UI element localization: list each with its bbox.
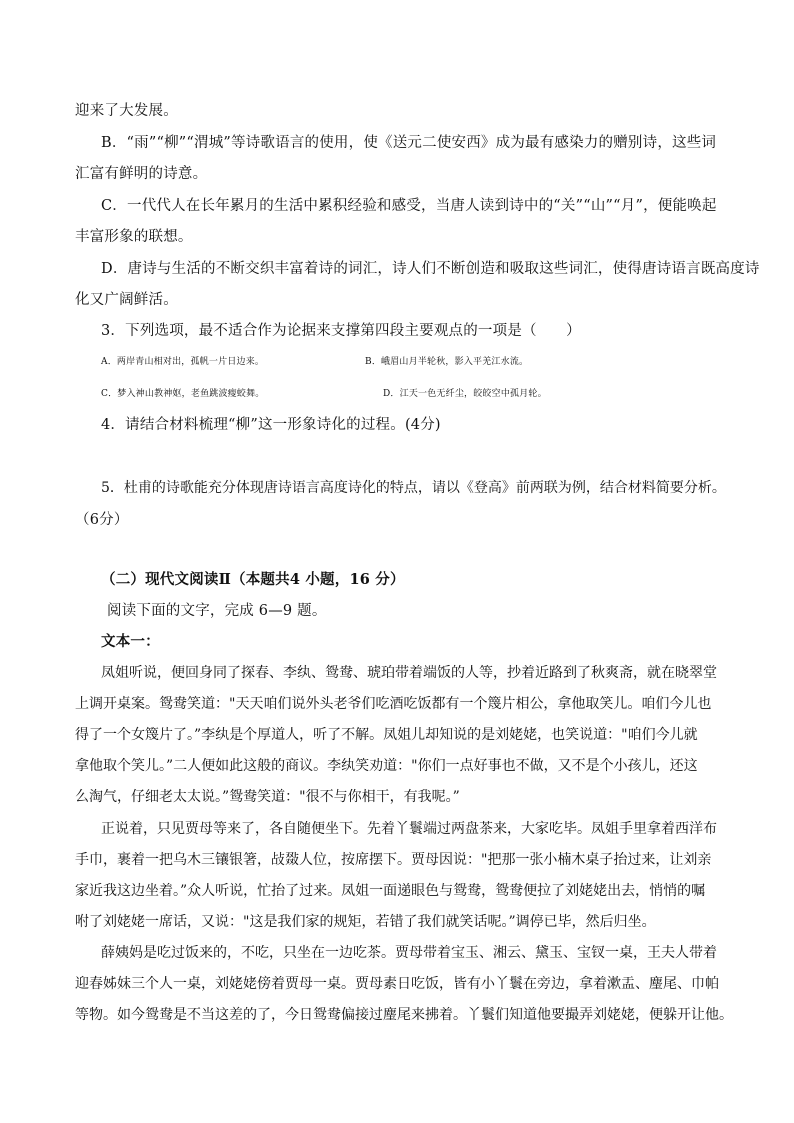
question-3-stem: 3．下列选项，最不适合作为论据来支撑第四段主要观点的一项是（ ）	[101, 323, 581, 339]
question-4-stem: 4．请结合材料梳理“柳”这一形象诗化的过程。(4分)	[101, 417, 441, 433]
option-c-line-2: 丰富形象的联想。	[75, 229, 193, 245]
question-3-option-d: D．江天一色无纤尘，皎皎空中孤月轮。	[383, 389, 547, 399]
question-5-stem-line-1: 5．杜甫的诗歌能充分体现唐诗语言高度诗化的特点，请以《登高》前两联为例，结合材料简要分析。	[101, 480, 726, 496]
text-one-label: 文本一：	[101, 633, 160, 650]
passage-line: 得了一个女篾片了。”李纨是个厚道人，听了不解。凤姐儿却知说的是刘姥姥，也笑说道："咱们今儿就	[75, 727, 698, 743]
option-c-line-1: C．一代代人在长年累月的生活中累积经验和感受，当唐人读到诗中的“关”“山”“月”，便能唤起	[101, 198, 717, 214]
passage-line: 拿他取个笑儿。”二人便如此这般的商议。李纨笑劝道："你们一点好事也不做，又不是个小孩儿，还这	[75, 758, 698, 774]
option-b-line-1: B．“雨”“柳”“渭城”等诗歌语言的使用，使《送元二使安西》成为最有感染力的赠别诗，这些词	[101, 135, 717, 151]
question-3-option-a: A．两岸青山相对出，孤帆一片日边来。	[101, 357, 265, 367]
passage-line: 么淘气，仔细老太太说。”鸳鸯笑道："很不与你相干，有我呢。”	[75, 789, 460, 805]
option-b-line-2: 汇富有鲜明的诗意。	[75, 166, 208, 182]
option-d-line-1: D．唐诗与生活的不断交织丰富着诗的词汇，诗人们不断创造和吸取这些词汇，使得唐诗语言既高度诗	[101, 261, 760, 277]
passage-line: 等物。如今鸳鸯是不当这差的了，今日鸳鸯偏接过麈尾来拂着。丫鬟们知道他要撮弄刘姥姥，便躲开让他。	[75, 1007, 733, 1023]
question-3-option-b: B．峨眉山月半轮秋，影入平羌江水流。	[365, 357, 529, 367]
passage-line: 正说着，只见贾母等来了，各自随便坐下。先着丫鬟端过两盘茶来，大家吃毕。凤姐手里拿着西洋布	[101, 821, 717, 837]
passage-line: 家近我这边坐着。”众人听说，忙抬了过来。凤姐一面递眼色与鸳鸯，鸳鸯便拉了刘姥姥出去，悄悄的嘱	[75, 883, 706, 899]
reading-instruction: 阅读下面的文字，完成 6—9 题。	[107, 603, 327, 619]
option-a-continuation: 迎来了大发展。	[75, 103, 178, 119]
passage-line: 凤姐听说，便回身同了探春、李纨、鸳鸯、琥珀带着端饭的人等，抄着近路到了秋爽斋，就在晓翠堂	[101, 665, 717, 681]
option-d-line-2: 化又广阔鲜活。	[75, 292, 178, 308]
passage-line: 手巾，裹着一把乌木三镶银箸，敁敠人位，按席摆下。贾母因说："把那一张小楠木桌子抬过来，让刘亲	[75, 852, 712, 868]
passage-line: 迎春姊妹三个人一桌，刘姥姥傍着贾母一桌。贾母素日吃饭，皆有小丫鬟在旁边，拿着漱盂、麈尾、巾帕	[75, 976, 719, 992]
question-5-stem-line-2: （6分）	[75, 512, 129, 528]
question-3-option-c: C．梦入神山教神妪，老鱼跳波瘦蛟舞。	[101, 389, 265, 399]
passage-line: 薛姨妈是吃过饭来的，不吃，只坐在一边吃茶。贾母带着宝玉、湘云、黛玉、宝钗一桌，王夫人带着	[101, 945, 717, 961]
section-heading: （二）现代文阅读Ⅱ（本题共4 小题，16 分）	[101, 571, 405, 588]
passage-line: 咐了刘姥姥一席话，又说："这是我们家的规矩，若错了我们就笑话呢。”调停已毕，然后归坐。	[75, 914, 656, 930]
passage-line: 上调开桌案。鸳鸯笑道："天天咱们说外头老爷们吃酒吃饭都有一个篾片相公，拿他取笑儿。咱们今儿也	[75, 696, 712, 712]
